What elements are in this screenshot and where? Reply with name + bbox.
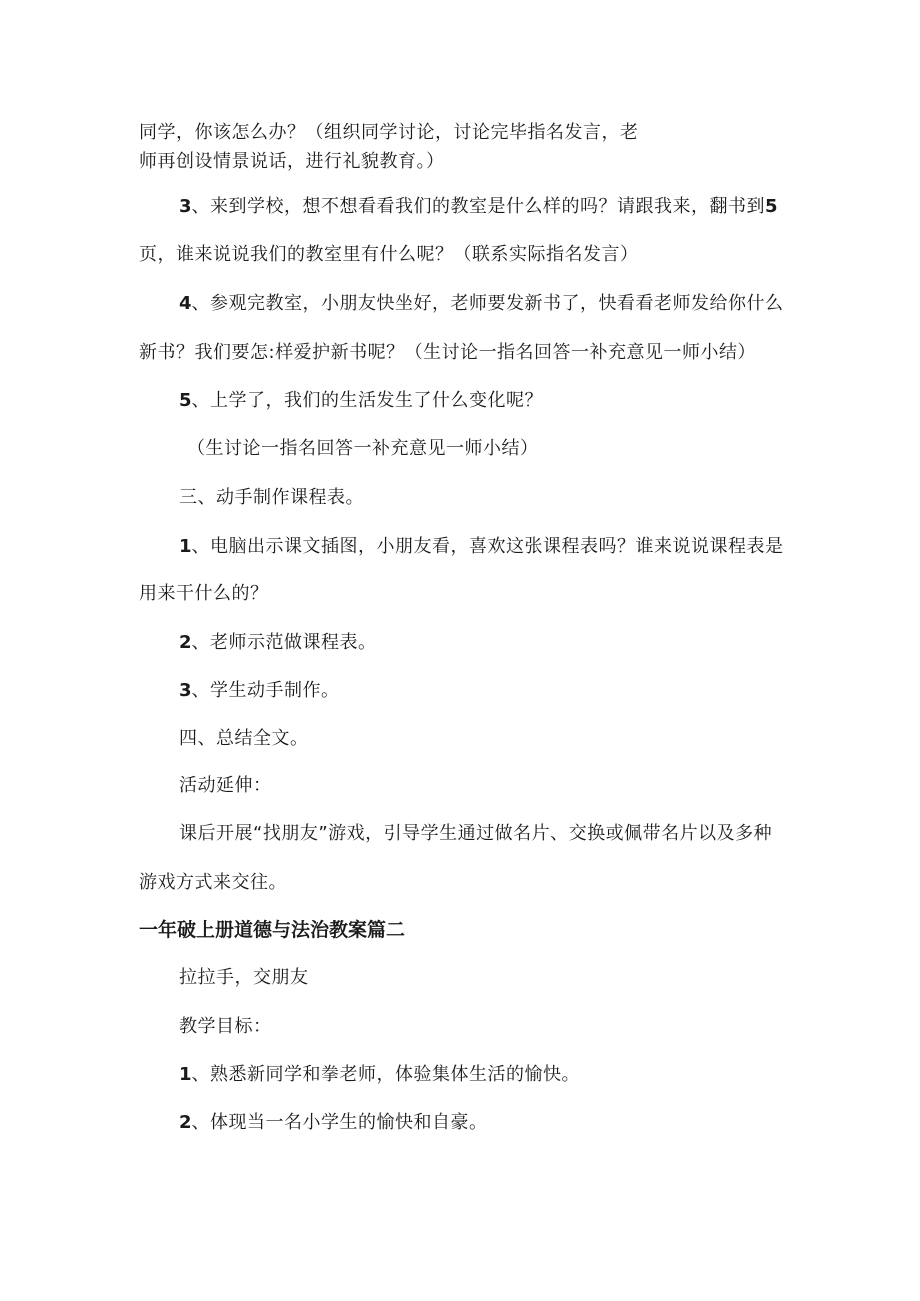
text-line: 活动延伸：: [179, 775, 272, 796]
item-number: 1: [179, 1064, 192, 1085]
section-heading: 三、动手制作课程表。: [179, 487, 364, 508]
numbered-item: 1、电脑出示课文插图，小朋友看，喜欢这张课程表吗？谁来说说课程表是: [179, 536, 784, 557]
text-line: 同学，你该怎么办？（组织同学讨论，讨论完毕指名发言，老: [139, 122, 639, 143]
section-heading: 四、总结全文。: [179, 728, 309, 749]
item-number: 3: [179, 680, 192, 701]
numbered-item: 4、参观完教室，小朋友快坐好，老师要发新书了，快看看老师发给你什么: [179, 293, 784, 314]
text-line: （生讨论一指名回答一补充意见一师小结）: [187, 438, 539, 459]
numbered-item: 2、老师示范做课程表。: [179, 632, 377, 653]
numbered-item: 2、体现当一名小学生的愉快和自豪。: [179, 1112, 488, 1133]
text-line: 教学目标：: [179, 1016, 272, 1037]
item-number: 2: [179, 1112, 192, 1133]
item-number: 2: [179, 632, 192, 653]
item-number: 5: [179, 390, 192, 411]
numbered-item: 3、来到学校，想不想看看我们的教室是什么样的吗？请跟我来，翻书到5: [179, 196, 778, 217]
text-line: 师再创设情景说话，进行礼貌教育。）: [139, 151, 445, 172]
text-line: 课后开展“找朋友”游戏，引导学生通过做名片、交换或佩带名片以及多种: [179, 823, 773, 844]
numbered-item: 5、上学了，我们的生活发生了什么变化呢？: [179, 390, 544, 411]
item-number: 4: [179, 293, 192, 314]
text-line: 游戏方式来交往。: [139, 872, 287, 893]
item-number: 3: [179, 196, 192, 217]
item-number: 1: [179, 536, 192, 557]
article-heading: 一年破上册道德与法治教案篇二: [139, 919, 406, 941]
page-number: 5: [765, 196, 778, 217]
lesson-title: 拉拉手，交朋友: [179, 967, 309, 988]
text-line: 用来干什么的？: [139, 583, 269, 604]
text-line: 新书？我们要怎:样爱护新书呢？（生讨论一指名回答一补充意见一师小结）: [139, 342, 757, 363]
text-line: 页，谁来说说我们的教室里有什么呢？（联系实际指名发言）: [139, 244, 639, 265]
numbered-item: 3、学生动手制作。: [179, 680, 340, 701]
numbered-item: 1、熟悉新同学和拳老师，体验集体生活的愉快。: [179, 1064, 581, 1085]
